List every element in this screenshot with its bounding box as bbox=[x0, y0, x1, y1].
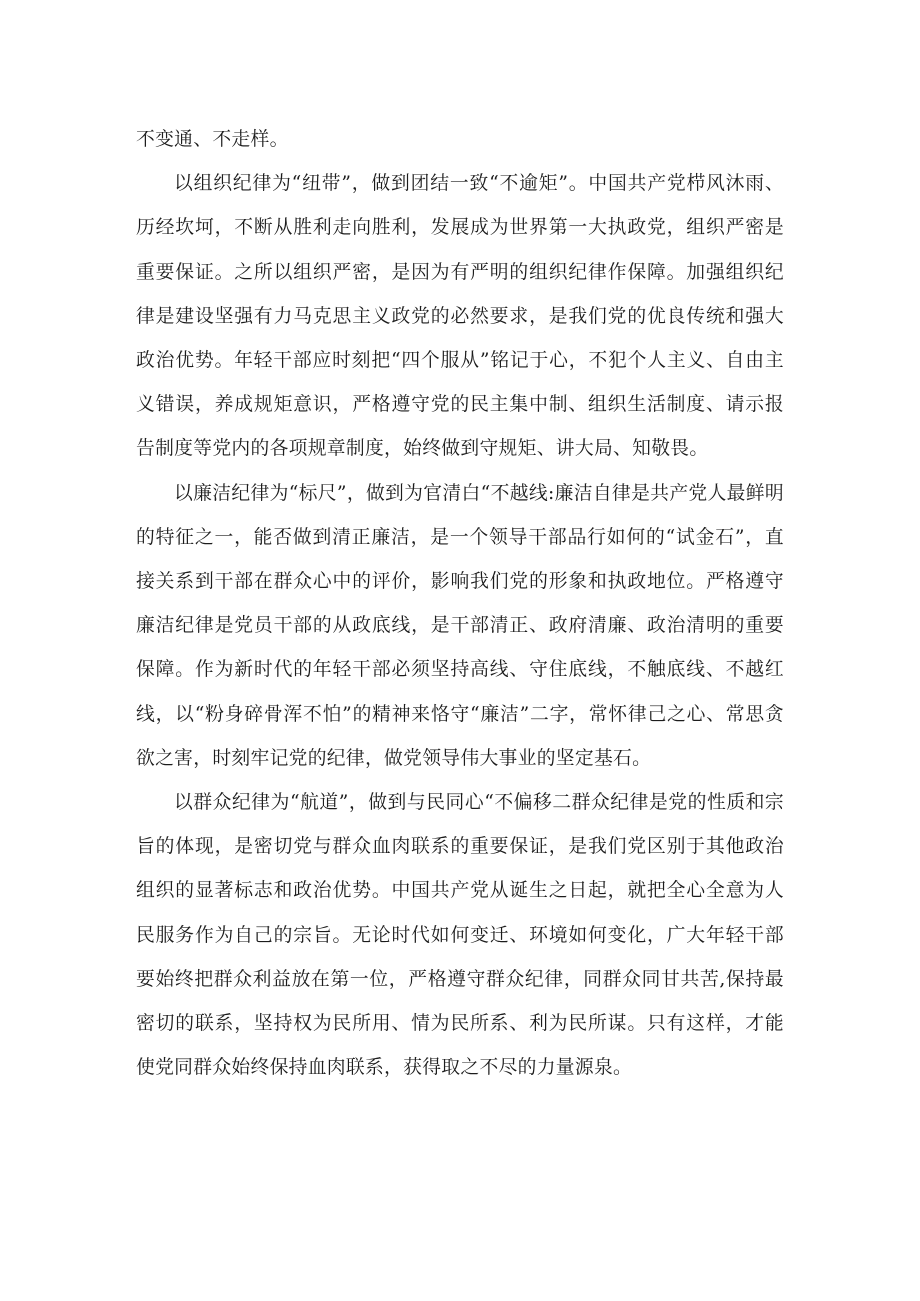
document-body bbox=[136, 118, 784, 1090]
paragraph-integrity-discipline: 以廉洁纪律为“标尺”，做到为官清白“不越线:廉洁自律是共产党人最鲜明的特征之一，能否做到清正廉洁，是一个领导干部品行如何的“试金石”，直接关系到干部在群众心中的评价，影响我们党的形象和执政地位。严格遵守廉洁纪律是党员干部的从政底线，是干部清正、政府清廉、政治清明的重要保障。作为新时代的年轻干部必须坚持高线、守住底线，不触底线、不越红线，以“粉身碎骨浑不怕”的精神来恪守“廉洁”二字，常怀律己之心、常思贪欲之害，时刻牢记党的纪律，做党领导伟大事业的坚定基石。 bbox=[136, 482, 784, 769]
paragraph-continuation: 不变通、不走样。 bbox=[136, 129, 289, 150]
paragraph-organizational-discipline: 以组织纪律为“纽带”，做到团结一致“不逾矩”。中国共产党栉风沐雨、历经坎坷，不断从胜利走向胜利，发展成为世界第一大执政党，组织严密是重要保证。之所以组织严密，是因为有严明的组织纪律作保障。加强组织纪律是建设坚强有力马克思主义政党的必然要求，是我们党的优良传统和强大政治优势。年轻干部应时刻把“四个服从”铭记于心，不犯个人主义、自由主义错误，养成规矩意识，严格遵守党的民主集中制、组织生活制度、请示报告制度等党内的各项规章制度，始终做到守规矩、讲大局、知敬畏。 bbox=[136, 173, 784, 460]
paragraph-mass-discipline: 以群众纪律为“航道”，做到与民同心“不偏移二群众纪律是党的性质和宗旨的体现，是密切党与群众血肉联系的重要保证，是我们党区别于其他政治组织的显著标志和政治优势。中国共产党从诞生之日起，就把全心全意为人民服务作为自己的宗旨。无论时代如何变迁、环境如何变化，广大年轻干部要始终把群众利益放在第一位，严格遵守群众纪律，同群众同甘共苦,保持最密切的联系，坚持权为民所用、情为民所系、利为民所谋。只有这样，才能使党同群众始终保持血肉联系，获得取之不尽的力量源泉。 bbox=[136, 792, 784, 1079]
